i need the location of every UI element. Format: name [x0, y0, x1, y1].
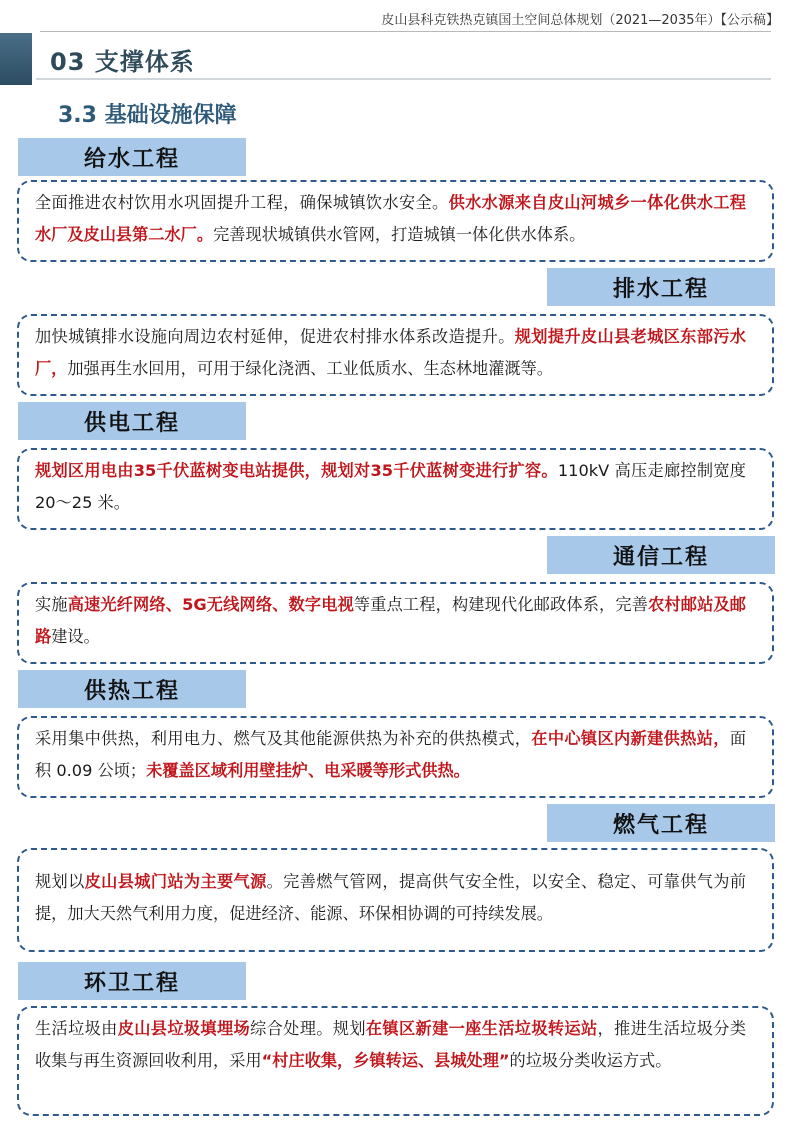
- section-divider: [36, 78, 771, 80]
- text-segment: 加快城镇排水设施向周边农村延伸，促进农村排水体系改造提升。: [35, 327, 515, 346]
- highlight-segment: 在镇区新建一座生活垃圾转运站: [365, 1019, 598, 1038]
- highlight-segment: 在中心镇区内新建供热站，: [531, 729, 730, 748]
- highlight-segment: 农村邮站及邮路: [35, 595, 746, 646]
- tag-heating: 供热工程: [18, 670, 246, 708]
- highlight-segment: 规划区用电由35千伏蓝树变电站提供，规划对35千伏蓝树变进行扩容。: [35, 461, 558, 480]
- text-segment: 110kV 高压走廊控制宽度 20～25 米。: [35, 461, 746, 512]
- text-segment: 实施: [35, 595, 68, 614]
- text-segment: 完善现状城镇供水管网，打造城镇一体化供水体系。: [213, 225, 586, 244]
- section-accent-bar: [0, 33, 32, 85]
- highlight-segment: “村庄收集，乡镇转运、县城处理”: [261, 1051, 510, 1070]
- text-segment: ，推进生活垃圾分类收集与再生资源回收利用，采用: [35, 1019, 747, 1070]
- highlight-segment: 皮山县垃圾填埋场: [117, 1019, 251, 1038]
- highlight-segment: 未覆盖区域利用壁挂炉、电采暖等形式供热。: [146, 761, 470, 780]
- tag-drainage: 排水工程: [547, 268, 775, 306]
- content-box-gas: [17, 848, 774, 952]
- text-segment: 规划以: [35, 872, 85, 891]
- content-box-power-supply: [17, 448, 774, 530]
- text-segment: 的垃圾分类收运方式。: [509, 1051, 672, 1070]
- tag-power-supply: 供电工程: [18, 402, 246, 440]
- tag-sanitation: 环卫工程: [18, 962, 246, 1000]
- tag-water-supply: 给水工程: [18, 138, 246, 176]
- section-title: 03 支撑体系: [50, 48, 195, 76]
- text-segment: 等重点工程，构建现代化邮政体系，完善: [353, 595, 649, 614]
- subsection-title: 3.3 基础设施保障: [58, 103, 237, 128]
- highlight-segment: 规划提升皮山县老城区东部污水厂，: [35, 327, 746, 378]
- content-box-sanitation: [17, 1006, 774, 1116]
- text-segment: 。完善燃气管网，提高供气安全性，以安全、稳定、可靠供气为前提，加大天然气利用力度，促进经济、能源、环保相协调的可持续发展。: [35, 872, 747, 923]
- content-box-water-supply: [17, 180, 774, 262]
- highlight-segment: 高速光纤网络、5G无线网络、数字电视: [67, 595, 354, 614]
- tag-gas: 燃气工程: [547, 804, 775, 842]
- text-segment: 全面推进农村饮用水巩固提升工程，确保城镇饮水安全。: [35, 193, 449, 212]
- tag-telecom: 通信工程: [547, 536, 775, 574]
- highlight-segment: 皮山县城门站为主要气源: [84, 872, 267, 891]
- content-box-heating: [17, 716, 774, 798]
- content-box-drainage: [17, 314, 774, 396]
- header-divider: [40, 31, 771, 32]
- content-box-telecom: [17, 582, 774, 664]
- text-segment: 加强再生水回用，可用于绿化浇洒、工业低质水、生态林地灌溉等。: [67, 359, 553, 378]
- text-segment: 综合处理。规划: [250, 1019, 366, 1038]
- text-segment: 面积 0.09 公顷；: [35, 729, 747, 780]
- text-segment: 生活垃圾由: [35, 1019, 118, 1038]
- text-segment: 建设。: [51, 627, 100, 646]
- document-header-title: 皮山县科克铁热克镇国土空间总体规划（2021—2035年）【公示稿】: [381, 13, 779, 28]
- highlight-segment: 供水水源来自皮山河城乡一体化供水工程水厂及皮山县第二水厂。: [35, 193, 746, 244]
- text-segment: 采用集中供热，利用电力、燃气及其他能源供热为补充的供热模式，: [35, 729, 532, 748]
